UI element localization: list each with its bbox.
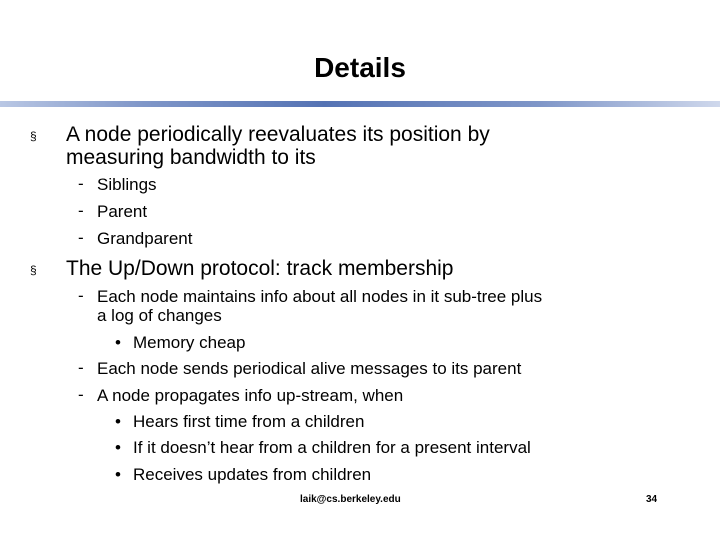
sub-bullet-marker: - xyxy=(78,174,84,193)
sub-sub-bullet-marker: • xyxy=(115,412,121,431)
sub-bullet-maintains-info-line-2: a log of changes xyxy=(97,306,222,325)
sub-bullet-parent: Parent xyxy=(97,202,148,221)
sub-sub-bullet-doesnt-hear: If it doesn’t hear from a children for a present interval xyxy=(133,438,531,457)
sub-bullet-maintains-info-line-1: Each node maintains info about all nodes in it sub-tree plus xyxy=(97,287,543,306)
footer-email: laik@cs.berkeley.edu xyxy=(300,494,401,505)
sub-bullet-marker: - xyxy=(78,201,84,220)
sub-sub-bullet-marker: • xyxy=(115,333,121,352)
sub-bullet-marker: - xyxy=(78,385,84,404)
sub-sub-bullet-hears-first-time: Hears first time from a children xyxy=(133,412,365,431)
bullet-1-line-1: A node periodically reevaluates its position by xyxy=(66,123,490,146)
sub-sub-bullet-memory-cheap: Memory cheap xyxy=(133,333,246,352)
bullet-1-line-2: measuring bandwidth to its xyxy=(66,146,316,169)
sub-bullet-propagates-info: A node propagates info up-stream, when xyxy=(97,386,404,405)
sub-bullet-marker: - xyxy=(78,286,84,305)
sub-sub-bullet-marker: • xyxy=(115,438,121,457)
bullet-marker: § xyxy=(30,263,37,277)
slide-title: Details xyxy=(314,52,406,83)
sub-bullet-siblings: Siblings xyxy=(97,175,157,194)
sub-sub-bullet-receives-updates: Receives updates from children xyxy=(133,465,372,484)
sub-bullet-marker: - xyxy=(78,358,84,377)
page-number: 34 xyxy=(646,494,658,505)
sub-bullet-grandparent: Grandparent xyxy=(97,229,193,248)
sub-sub-bullet-marker: • xyxy=(115,465,121,484)
sub-bullet-marker: - xyxy=(78,228,84,247)
title-underline xyxy=(0,101,720,107)
sub-bullet-alive-messages: Each node sends periodical alive messages to its parent xyxy=(97,359,522,378)
bullet-2: The Up/Down protocol: track membership xyxy=(66,257,454,280)
bullet-marker: § xyxy=(30,129,37,143)
